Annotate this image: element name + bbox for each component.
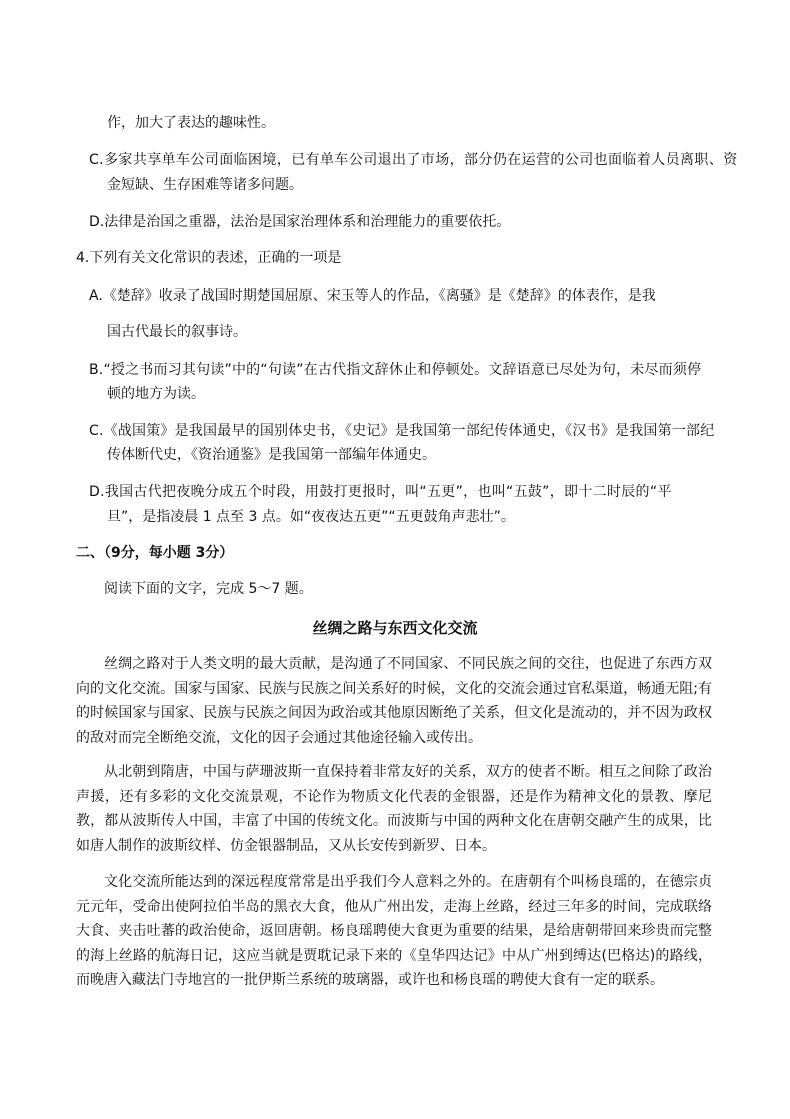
q3-option-c-line2: 金短缺、生存困难等诸多问题。 <box>107 177 303 193</box>
article-title: 丝绸之路与东西文化交流 <box>312 619 478 637</box>
option-text-line: 作，加大了表达的趣味性。 <box>107 115 275 131</box>
article-paragraph-1: 丝绸之路对于人类文明的最大贡献，是沟通了不同国家、不同民族之间的交往，也促进了东西方双向的文化交流。国家与国家、民族与民族之间关系好的时候，文化的交流会通过官私渠道，畅通无阻;有的时候国家与国家、民族与民族之间因为政治或其他原因断绝了关系，但文化是流动的，并不因为政权的敌对而完全断绝交流，文化的因子会通过其他途径输入或传出。 <box>76 656 712 746</box>
article-paragraph-2: 从北朝到隋唐，中国与萨珊波斯一直保持着非常友好的关系，双方的使者不断。相互之间除了政治声援，还有多彩的文化交流景观，不论作为物质文化代表的金银器，还是作为精神文化的景教、摩尼教，都从波斯传人中国，丰富了中国的传统文化。而波斯与中国的两种文化在唐朝交融产生的成果，比如唐人制作的波斯纹样、仿金银器制品，又从长安传到新罗、日本。 <box>76 764 712 854</box>
q4-option-a-line2: 国古代最长的叙事诗。 <box>107 324 247 340</box>
q4-option-c-line1: C.《战国策》是我国最早的国别体史书，《史记》是我国第一部纪传体通史，《汉书》是我国第一部纪 <box>89 423 715 439</box>
q3-option-c-line1: C.多家共享单车公司面临困境，已有单车公司退出了市场，部分仍在运营的公司也面临着人员离职、资 <box>89 152 738 168</box>
q4-option-a-line1: A.《楚辞》收录了战国时期楚国屈原、宋玉等人的作品，《离骚》是《楚辞》的体表作，是我 <box>89 288 656 304</box>
q4-option-b-line2: 顿的地方为读。 <box>107 386 205 402</box>
q4-option-b-line1: B.“授之书而习其句读”中的“句读”在古代指文辞休止和停顿处。文辞语意已尽处为句，未尽而须停 <box>89 362 702 378</box>
section-instruction: 阅读下面的文字，完成 5～7 题。 <box>104 581 313 597</box>
article-paragraph-3: 文化交流所能达到的深远程度常常是出乎我们今人意料之外的。在唐朝有个叫杨良瑶的，在德宗贞元元年，受命出使阿拉伯半岛的黑衣大食，他从广州出发，走海上丝路，经过三年多的时间，完成联络大食、夹击吐蕃的政治使命，返回唐朝。杨良瑶聘使大食更为重要的结果，是给唐朝带回来珍贵而完整的海上丝路的航海日记，这应当就是贾耽记录下来的《皇华四达记》中从广州到缚达(巴格达)的路线，而晚唐入藏法门寺地宫的一批伊斯兰系统的玻璃器，或许也和杨良瑶的聘使大食有一定的联系。 <box>76 874 712 988</box>
section-heading: 二、（9分，每小题 3分） <box>76 545 234 561</box>
q3-option-d: D.法律是治国之重器，法治是国家治理体系和治理能力的重要依托。 <box>89 214 511 230</box>
q4-stem: 4.下列有关文化常识的表述，正确的一项是 <box>76 250 342 266</box>
q4-option-d-line1: D.我国古代把夜晚分成五个时段，用鼓打更报时，叫“五更”，也叫“五鼓”，即十二时辰的“平 <box>89 484 672 500</box>
q4-option-c-line2: 传体断代史，《资治通鉴》是我国第一部编年体通史。 <box>107 447 436 463</box>
q4-option-d-line2: 旦”，是指凌晨 1 点至 3 点。如“夜夜达五更”“五更鼓角声悲壮”。 <box>107 509 515 525</box>
